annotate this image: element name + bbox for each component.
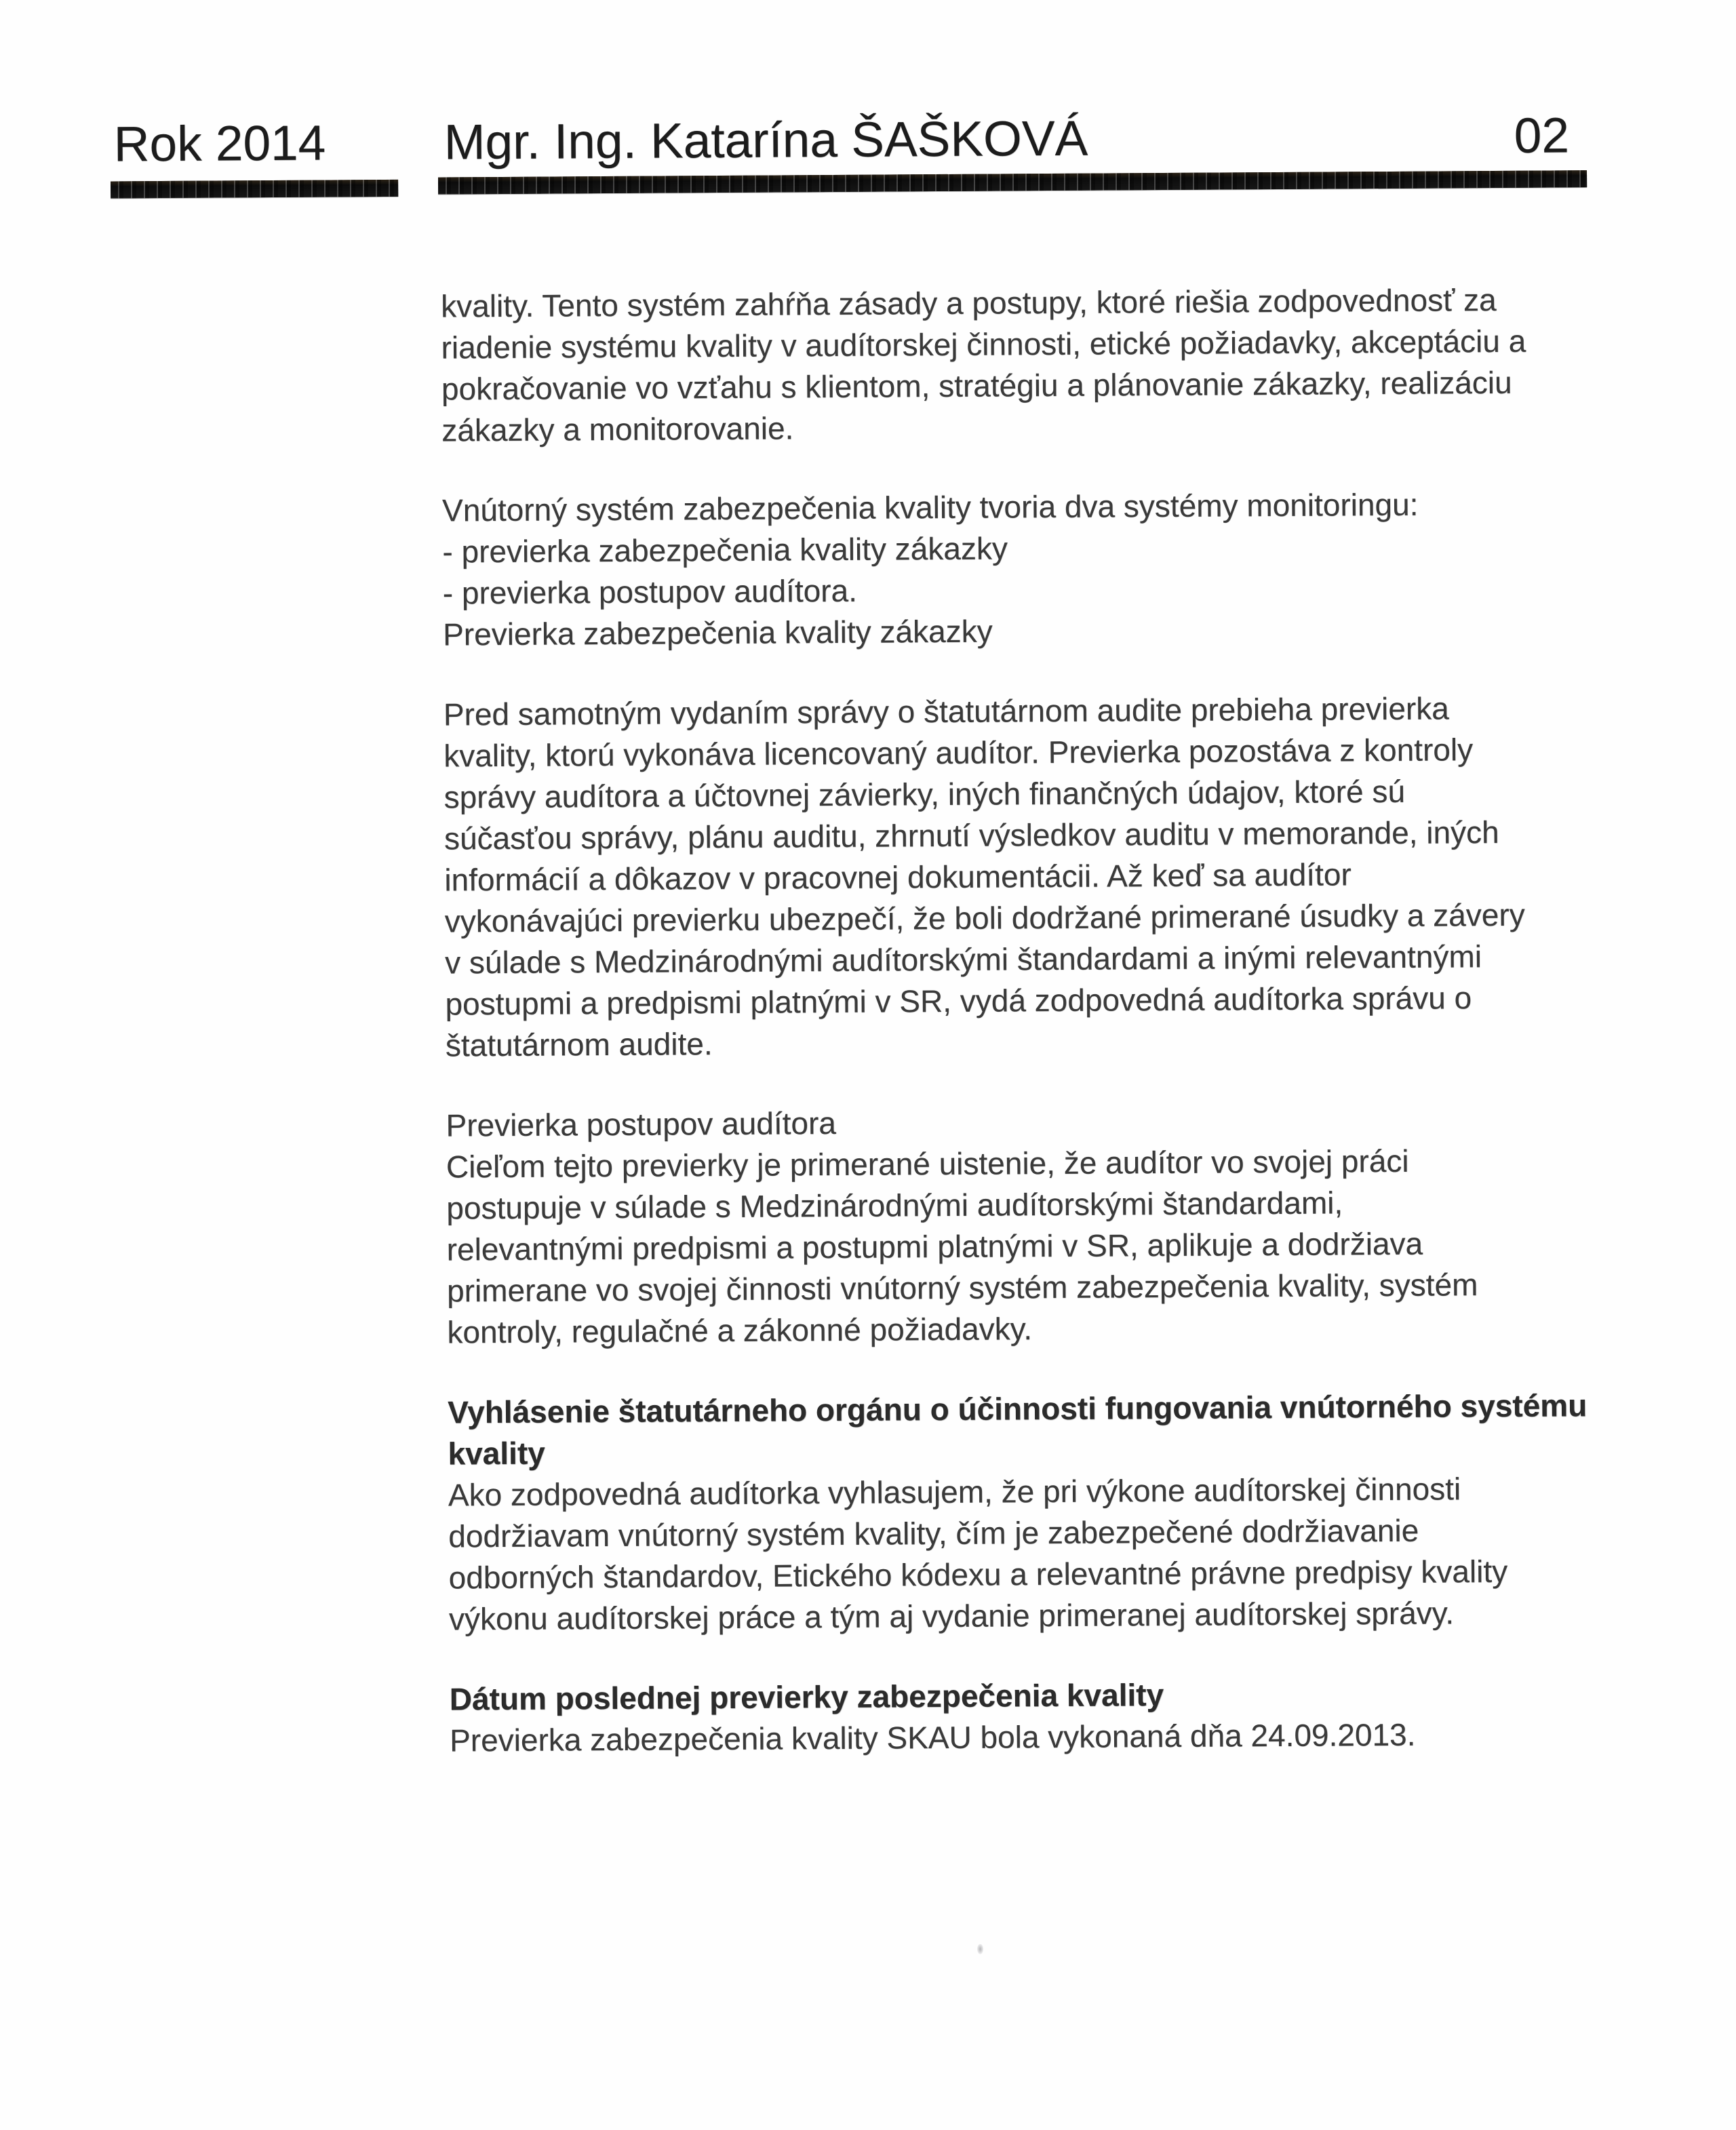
paragraph-last-review-date bbox=[450, 1713, 1630, 1762]
paragraph-auditor-declaration bbox=[448, 1467, 1629, 1640]
text-line: pokračovanie vo vzťahu s klientom, stratégiu a plánovanie zákazky, realizáciu bbox=[441, 364, 1512, 407]
text-line: Pred samotným vydaním správy o štatutárnom audite prebieha previerka bbox=[443, 690, 1449, 732]
text-line: v súlade s Medzinárodnými audítorskými štandardami a inými relevantnými bbox=[444, 939, 1482, 981]
text-line: kvality, ktorú vykonáva licencovaný audítor. Previerka pozostáva z kontroly bbox=[443, 732, 1474, 774]
text-line: zákazky a monitorovanie. bbox=[441, 410, 794, 448]
header-year-label: Rok 2014 bbox=[113, 115, 326, 172]
text-line: Vnútorný systém zabezpečenia kvality tvoria dva systémy monitoringu: bbox=[441, 486, 1419, 528]
text-line: kontroly, regulačné a zákonné požiadavky. bbox=[447, 1311, 1033, 1350]
section-heading-effectiveness-declaration bbox=[448, 1385, 1628, 1475]
text-line: kvality. Tento systém zahŕňa zásady a postupy, ktoré riešia zodpovednosť za bbox=[441, 282, 1497, 324]
heading-line: kvality bbox=[448, 1435, 545, 1472]
paragraph-quality-system bbox=[441, 279, 1621, 452]
text-line: Previerka postupov audítora bbox=[446, 1105, 837, 1143]
text-line: riadenie systému kvality v audítorskej činnosti, etické požiadavky, akceptáciu a bbox=[441, 323, 1526, 366]
text-line: správy audítora a účtovnej závierky, iných finančných údajov, ktoré sú bbox=[443, 773, 1406, 815]
text-line: Previerka zabezpečenia kvality zákazky bbox=[442, 613, 993, 652]
text-line: súčasťou správy, plánu auditu, zhrnutí výsledkov auditu v memorande, iných bbox=[443, 814, 1499, 856]
document-body bbox=[441, 279, 1630, 1762]
text-line: Cieľom tejto previerky je primerané uistenie, že audítor vo svojej práci bbox=[446, 1143, 1409, 1185]
paragraph-monitoring-systems bbox=[442, 483, 1623, 656]
paragraph-engagement-quality-review bbox=[443, 687, 1625, 1067]
text-line: štatutárnom audite. bbox=[445, 1026, 713, 1063]
text-line: Previerka zabezpečenia kvality SKAU bola vykonaná dňa 24.09.2013. bbox=[449, 1716, 1416, 1758]
scan-artifact-speck bbox=[977, 1944, 983, 1954]
paragraph-auditor-procedures-review bbox=[446, 1098, 1627, 1354]
text-line: postupmi a predpismi platnými v SR, vydá zodpovedná audítorka správu o bbox=[445, 980, 1472, 1022]
text-line: odborných štandardov, Etického kódexu a relevantné právne predpisy kvality bbox=[448, 1553, 1508, 1596]
text-line: výkonu audítorskej práce a tým aj vydanie primeranej audítorskej správy. bbox=[448, 1595, 1455, 1637]
text-line: vykonávajúci previerku ubezpečí, že boli dodržané primerané úsudky a závery bbox=[444, 896, 1525, 939]
heading-line: Vyhlásenie štatutárneho orgánu o účinnosti fungovania vnútorného systému bbox=[448, 1387, 1587, 1430]
list-item: - previerka postupov audítora. bbox=[442, 572, 858, 611]
header-rule-right bbox=[438, 170, 1587, 194]
text-line: Ako zodpovedná audítorka vyhlasujem, že pri výkone audítorskej činnosti bbox=[448, 1471, 1461, 1513]
text-line: relevantnými predpismi a postupmi platnými v SR, aplikuje a dodržiava bbox=[446, 1225, 1423, 1267]
list-item: - previerka zabezpečenia kvality zákazky bbox=[442, 530, 1008, 570]
header-author-name: Mgr. Ing. Katarína ŠAŠKOVÁ bbox=[443, 111, 1088, 170]
text-line: informácií a dôkazov v pracovnej dokumentácii. Až keď sa audítor bbox=[444, 856, 1352, 898]
header-page-number: 02 bbox=[1514, 108, 1570, 163]
text-line: dodržiavam vnútorný systém kvality, čím je zabezpečené dodržiavanie bbox=[448, 1512, 1419, 1554]
text-line: primerane vo svojej činnosti vnútorný systém zabezpečenia kvality, systém bbox=[446, 1267, 1478, 1309]
text-line: postupuje v súlade s Medzinárodnými audítorskými štandardami, bbox=[446, 1185, 1343, 1226]
section-heading-last-review-date bbox=[450, 1672, 1630, 1720]
heading-line: Dátum poslednej previerky zabezpečenia kvality bbox=[449, 1677, 1164, 1717]
header-rule-left bbox=[111, 180, 398, 199]
